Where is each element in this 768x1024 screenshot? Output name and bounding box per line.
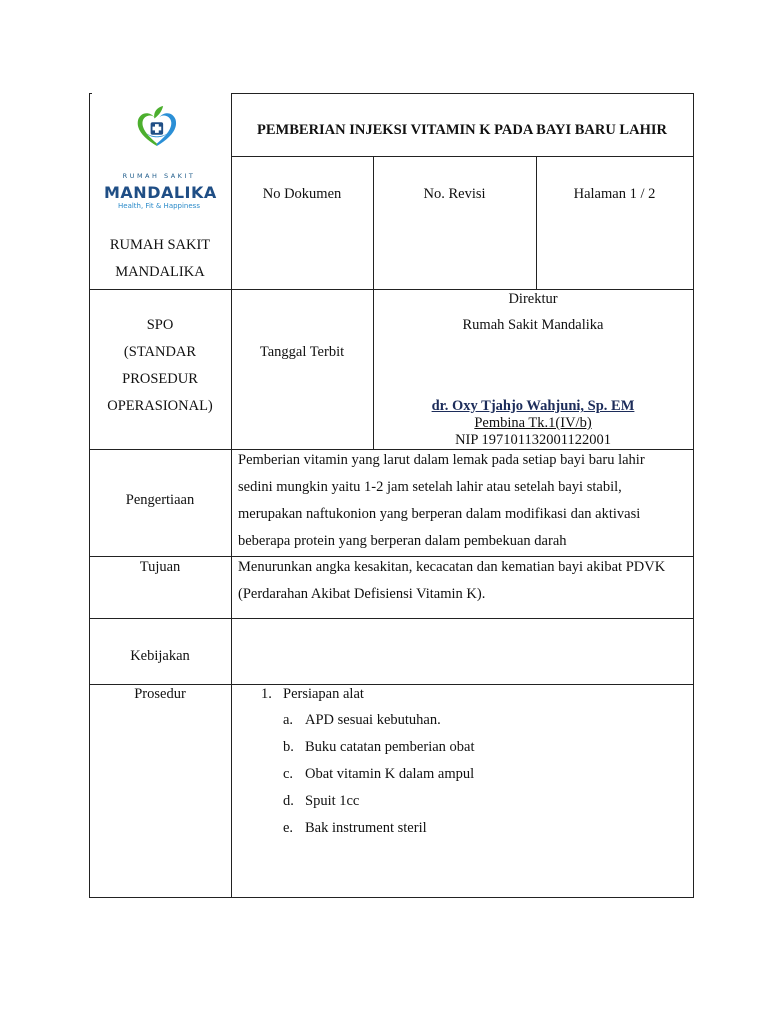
list-item: [283, 711, 441, 729]
list-item-text: Bak instrument steril: [305, 820, 427, 836]
step-number: 1.: [261, 686, 272, 702]
pengertian-line: Pemberian vitamin yang larut dalam lemak pada setiap bayi baru lahir: [238, 452, 645, 468]
row-divider: [231, 156, 694, 157]
list-item-text: Buku catatan pemberian obat: [305, 739, 475, 755]
rs-label: Rumah Sakit Mandalika: [462, 317, 604, 333]
row-divider: [89, 556, 694, 557]
list-marker: a.: [283, 712, 294, 728]
hospital-name-line2: MANDALIKA: [115, 264, 205, 280]
signer-name: dr. Oxy Tjahjo Wahjuni, Sp. EM: [431, 398, 635, 414]
pengertian-line: sedini mungkin yaitu 1-2 jam setelah lahir atau setelah bayi stabil,: [238, 479, 622, 495]
list-item-text: Obat vitamin K dalam ampul: [305, 766, 475, 782]
logo-tagline: Health, Fit & Happiness: [118, 202, 200, 210]
logo-brand-name: MANDALIKA: [104, 183, 217, 202]
list-item: [283, 765, 474, 783]
bottom-border: [89, 897, 694, 898]
list-item-text: APD sesuai kebutuhan.: [305, 712, 441, 728]
kebijakan-label: Kebijakan: [130, 648, 190, 664]
column-divider: [231, 93, 232, 898]
list-item: [283, 792, 359, 810]
prosedur-label: Prosedur: [134, 686, 186, 702]
column-divider: [536, 156, 537, 289]
tujuan-label: Tujuan: [139, 559, 181, 575]
spo-line4: OPERASIONAL): [107, 398, 213, 414]
hospital-name-line1: RUMAH SAKIT: [109, 237, 211, 253]
list-item: [283, 819, 427, 837]
pengertian-line: merupakan naftukonion yang berperan dalam modifikasi dan aktivasi: [238, 506, 641, 522]
no-dokumen-label: No Dokumen: [262, 186, 342, 202]
row-divider: [89, 618, 694, 619]
halaman-label: Halaman 1 / 2: [573, 186, 656, 202]
list-item: [283, 738, 475, 756]
spo-line3: PROSEDUR: [122, 371, 198, 387]
logo-leaf: [154, 106, 163, 119]
hospital-logo: [120, 106, 200, 176]
no-revisi-label: No. Revisi: [423, 186, 486, 202]
list-marker: d.: [283, 793, 294, 809]
tujuan-line: (Perdarahan Akibat Defisiensi Vitamin K).: [238, 586, 486, 602]
tanggal-terbit-label: Tanggal Terbit: [259, 344, 345, 360]
row-divider: [89, 449, 694, 450]
pengertian-label: Pengertiaan: [125, 492, 195, 508]
signer-rank: Pembina Tk.1(IV/b): [474, 415, 592, 431]
logo-top-text: RUMAH SAKIT: [122, 172, 196, 180]
list-marker: e.: [283, 820, 294, 836]
spo-line2: (STANDAR: [123, 344, 197, 360]
tujuan-line: Menurunkan angka kesakitan, kecacatan dan kematian bayi akibat PDVK: [238, 559, 666, 575]
top-border: [231, 93, 694, 94]
document-title: PEMBERIAN INJEKSI VITAMIN K PADA BAYI BARU LAHIR: [257, 122, 667, 138]
step-title: Persiapan alat: [283, 686, 364, 702]
signer-nip: NIP 197101132001122001: [455, 432, 611, 448]
list-marker: c.: [283, 766, 294, 782]
direktur-label: Direktur: [508, 291, 558, 307]
right-border: [693, 93, 694, 898]
list-marker: b.: [283, 739, 294, 755]
list-item-text: Spuit 1cc: [305, 793, 360, 809]
spo-line1: SPO: [146, 317, 174, 333]
pengertian-line: beberapa protein yang berperan dalam pembekuan darah: [238, 533, 567, 549]
